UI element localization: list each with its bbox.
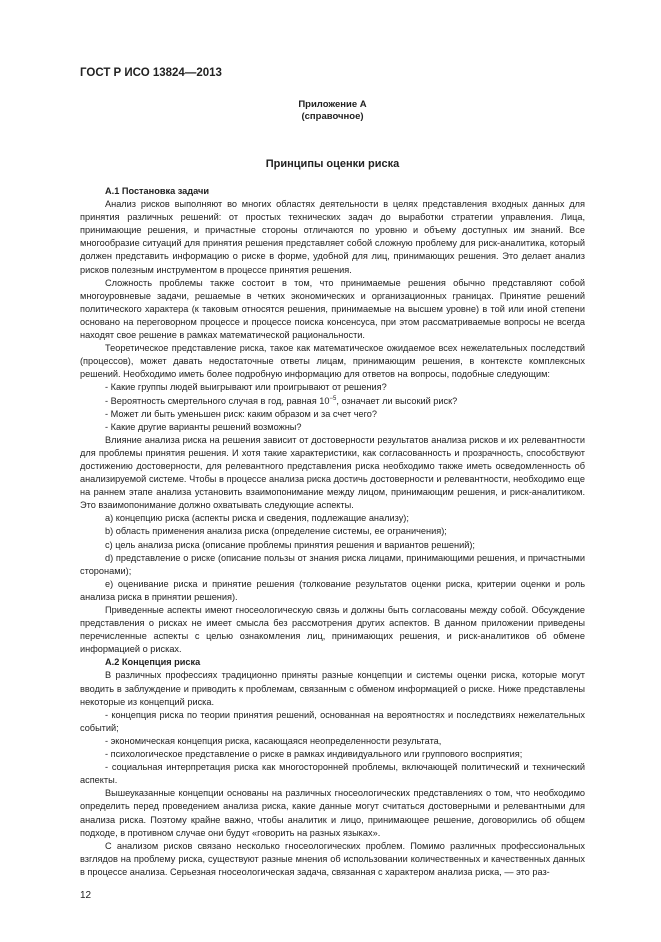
list-item: - Может ли быть уменьшен риск: каким образом и за счет чего? (105, 408, 377, 419)
paragraph: Влияние анализа риска на решения зависит от достоверности результатов анализа рисков и их релевантности для проблемы принятия решения. И хотя такие характеристики, как согласованность и прозрачность, способствуют достижению достоверности, для релевантного представления риска необходимо также иметь осведомленность об анализируемой системе. Чтобы в процессе анализа риска достичь достоверности и релевантности, необходимо еще на раннем этапе анализа установить взаимопонимание между лицом, принимающим решения, и риск-аналитиком. Это взаимопонимание должно охватывать следующие аспекты. (80, 434, 585, 511)
annex-label: Приложение А (298, 99, 367, 110)
annex-title: Принципы оценки риска (265, 158, 400, 170)
list-item: - социальная интерпретация риска как многосторонней проблемы, включающей политический и технический аспекты. (80, 762, 585, 786)
text: , означает ли высокий риск? (336, 395, 458, 406)
section-heading: А.2 Концепция риска (105, 657, 201, 668)
paragraph: Теоретическое представление риска, такое как математическое ожидаемое всех нежелательных последствий (процессов), может давать недостаточные ответы лицам, принимающим решения, в контексте комплексных решений. Необходимо иметь более подробную информацию для ответов на вопросы, подобные следующим: (80, 343, 585, 380)
list-item (80, 395, 585, 408)
list-item: b) область применения анализа риска (определение системы, ее ограничения); (105, 526, 447, 537)
standard-header: ГОСТ Р ИСО 13824—2013 (80, 67, 222, 79)
list-item: e) оценивание риска и принятие решения (толкование результатов оценки риска, критерии оценки и роль анализа риска в принятии решения). (80, 578, 585, 602)
list-item: - Какие другие варианты решений возможны? (105, 421, 302, 432)
paragraph: В различных профессиях традиционно приняты разные концепции и системы оценки риска, которые могут вводить в заблуждение и приводить к проблемам, связанным с обменом информацией о риске. Ниже представлены некоторые из концепций риска. (80, 670, 585, 707)
document-body (80, 185, 585, 879)
exponent: −5 (329, 395, 337, 402)
paragraph: Анализ рисков выполняют во многих областях деятельности в целях представления входных данных для принятия различных решений: от простых технических задач до выработки стратегии управления. Лица, принимающие решения, и причастные стороны отличаются по уровню и объему доступных им знаний. Все многообразие ситуаций для принятия решения представляет собой сложную проблему для риск-аналитика, который должен представить информацию о риске в форме, удобной для лиц, принимающих решения. Это делает анализ рисков полезным инструментом в процессе принятия решения. (80, 199, 585, 275)
paragraph: С анализом рисков связано несколько гносеологических проблем. Помимо различных профессиональных взглядов на проблему риска, существуют разные мнения об использовании количественных и качественных данных в процессе анализа. Серьезная гносеологическая задача, связанная с характером анализа риска, — это раз- (80, 840, 585, 877)
text: - Вероятность смертельного случая в год, равная 10 (105, 395, 330, 406)
list-item: - психологическое представление о риске в рамках индивидуального или группового восприятия; (105, 749, 523, 760)
list-item: - концепция риска по теории принятия решений, основанная на вероятностях и последствиях нежелательных событий; (80, 709, 585, 733)
list-item: c) цель анализа риска (описание проблемы принятия решения и вариантов решений); (105, 539, 475, 550)
page-number: 12 (80, 889, 92, 901)
list-item: d) представление о риске (описание пользы от знания риска лицами, принимающими решения, и причастными сторонами); (80, 552, 585, 576)
paragraph: Вышеуказанные концепции основаны на различных гносеологических представлениях о том, что необходимо определить перед проведением анализа риска, какие данные могут считаться достоверными и релевантными для анализа риска. Поэтому крайне важно, чтобы аналитик и лицо, принимающее решение, договорились об общем подходе, в противном случае они будут «говорить на разных языках». (80, 788, 585, 838)
annex-type: (справочное) (301, 111, 364, 122)
list-item: - Какие группы людей выигрывают или проигрывают от решения? (105, 382, 387, 393)
paragraph: Сложность проблемы также состоит в том, что принимаемые решения обычно представляют собой многоуровневые задачи, решаемые в четких экономических и организационных границах. Принятие решений политического характера (к таковым относятся решения, принимаемые на высшем уровне) в той или иной степени основано на переговорном процессе и процессе поиска консенсуса, при этом рассматриваемые вопросы не всегда находят свое решение в рамках математической рациональности. (80, 277, 585, 341)
section-heading: А.1 Постановка задачи (105, 186, 209, 196)
list-item: а) концепцию риска (аспекты риска и сведения, подлежащие анализу); (105, 513, 409, 524)
paragraph: Приведенные аспекты имеют гносеологическую связь и должны быть согласованы между собой. Обсуждение представления о рисках не имеет смысла без рассмотрения других аспектов. В данном приложении приведены перечисленные аспекты с целью ознакомления лиц, принимающих решения, и риск-аналитиков об обмене информацией о рисках. (80, 605, 585, 655)
list-item: - экономическая концепция риска, касающаяся неопределенности результата, (105, 735, 442, 746)
